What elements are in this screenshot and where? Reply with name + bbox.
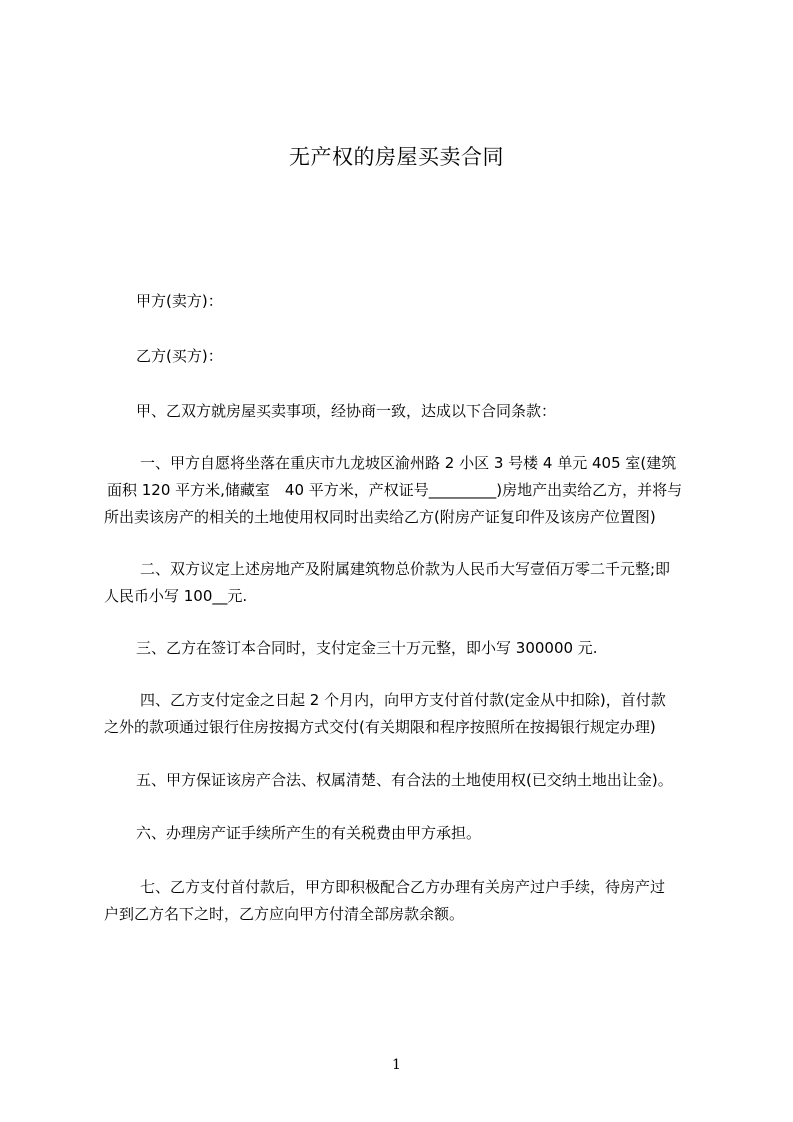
- clause-7-line: 户到乙方名下之时，乙方应向甲方付清全部房款余额。: [104, 905, 465, 923]
- clause-1-line: 所出卖该房产的相关的土地使用权同时出卖给乙方(附房产证复印件及该房产位置图): [104, 508, 656, 526]
- intro-paragraph: 甲、乙双方就房屋买卖事项，经协商一致，达成以下合同条款：: [136, 402, 557, 420]
- clause-7-line: 七、乙方支付首付款后，甲方即积极配合乙方办理有关房产过户手续，待房产过: [140, 878, 666, 896]
- clause-4-line: 四、乙方支付定金之日起 2 个月内，向甲方支付首付款(定金从中扣除)，首付款: [140, 691, 666, 709]
- page-number: 1: [392, 1057, 401, 1073]
- document-title: 无产权的房屋买卖合同: [289, 145, 504, 169]
- clause-4-line: 之外的款项通过银行住房按揭方式交付(有关期限和程序按照所在按揭银行规定办理): [104, 718, 656, 736]
- clause-1-line: 一、甲方自愿将坐落在重庆市九龙坡区渝州路 2 小区 3 号楼 4 单元 405 室(建筑: [140, 454, 677, 472]
- clause-2-line: 人民币小写 100__元.: [104, 587, 248, 605]
- party-a-label: 甲方(卖方)：: [136, 292, 223, 310]
- clause-6-line: 六、办理房产证手续所产生的有关税费由甲方承担。: [136, 824, 482, 842]
- clause-5-line: 五、甲方保证该房产合法、权属清楚、有合法的土地使用权(已交纳土地出让金)。: [136, 771, 673, 789]
- clause-2-line: 二、双方议定上述房地产及附属建筑物总价款为人民币大写壹佰万零二千元整;即: [140, 560, 671, 578]
- party-b-label: 乙方(买方)：: [136, 347, 223, 365]
- clause-3-line: 三、乙方在签订本合同时，支付定金三十万元整，即小写 300000 元.: [136, 639, 598, 657]
- clause-1-line: 面积 120 平方米,储藏室 40 平方米，产权证号_________)房地产出卖给乙方，并将与: [107, 481, 683, 499]
